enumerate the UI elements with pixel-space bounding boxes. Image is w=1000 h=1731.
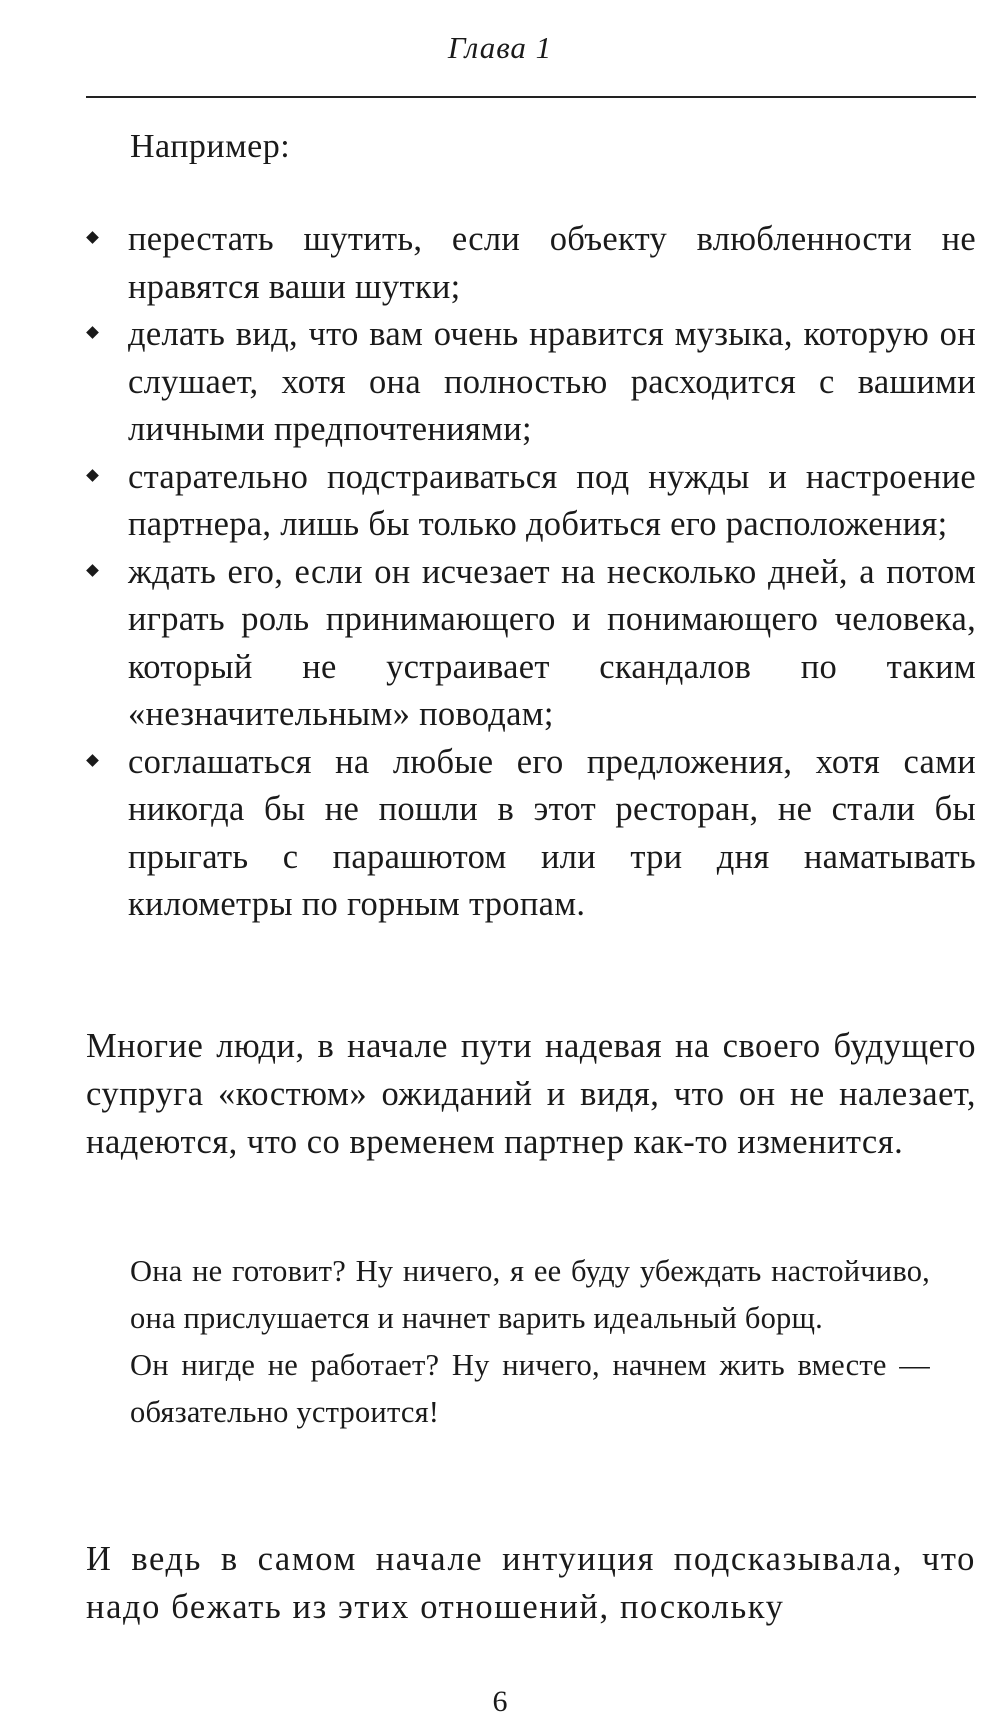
list-item-text: перестать шутить, если объекту влюбленности не нравятся ваши шутки; — [128, 220, 976, 306]
quote-paragraph: Он нигде не работает? Ну ничего, начнем жить вместе — обязательно устроится! — [130, 1348, 930, 1429]
lead-text: Например: — [130, 128, 291, 165]
quote-block — [130, 1248, 930, 1436]
diamond-bullet-icon — [86, 326, 99, 339]
diamond-bullet-icon — [86, 754, 99, 767]
bullet-list — [86, 216, 976, 929]
diamond-bullet-icon — [86, 469, 99, 482]
list-item — [86, 216, 976, 311]
list-item-text: ждать его, если он исчезает на несколько дней, а потом играть роль принимающего и понимающего человека, который не устраивает скандалов по таким «незначительным» поводам; — [128, 552, 976, 733]
list-item-text: соглашаться на любые его предложения, хотя сами никогда бы не пошли в этот ресторан, не стали бы прыгать с парашютом или три дня наматывать километры по горным тропам. — [128, 742, 976, 923]
list-item — [86, 739, 976, 929]
quote-paragraph: Она не готовит? Ну ничего, я ее буду убеждать настойчиво, она прислушается и начнет варить идеальный борщ. — [130, 1254, 930, 1335]
chapter-header: Глава 1 — [447, 30, 553, 65]
list-item-text: старательно подстраиваться под нужды и настроение партнера, лишь бы только добиться его расположения; — [128, 457, 976, 543]
diamond-bullet-icon — [86, 231, 99, 244]
list-item-text: делать вид, что вам очень нравится музыка, которую он слушает, хотя она полностью расходится с вашими личными предпочтениями; — [128, 315, 976, 448]
header-rule — [86, 96, 976, 98]
page-number: 6 — [492, 1685, 508, 1718]
list-item — [86, 454, 976, 549]
diamond-bullet-icon — [86, 564, 99, 577]
list-item — [86, 311, 976, 454]
body-paragraph: И ведь в самом начале интуиция подсказывала, что надо бежать из этих отношений, поскольку — [86, 1540, 976, 1626]
list-item — [86, 549, 976, 739]
body-paragraph: Многие люди, в начале пути надевая на своего будущего супруга «костюм» ожиданий и видя, что он не налезает, надеются, что со временем партнер как-то изменится. — [86, 1027, 976, 1161]
